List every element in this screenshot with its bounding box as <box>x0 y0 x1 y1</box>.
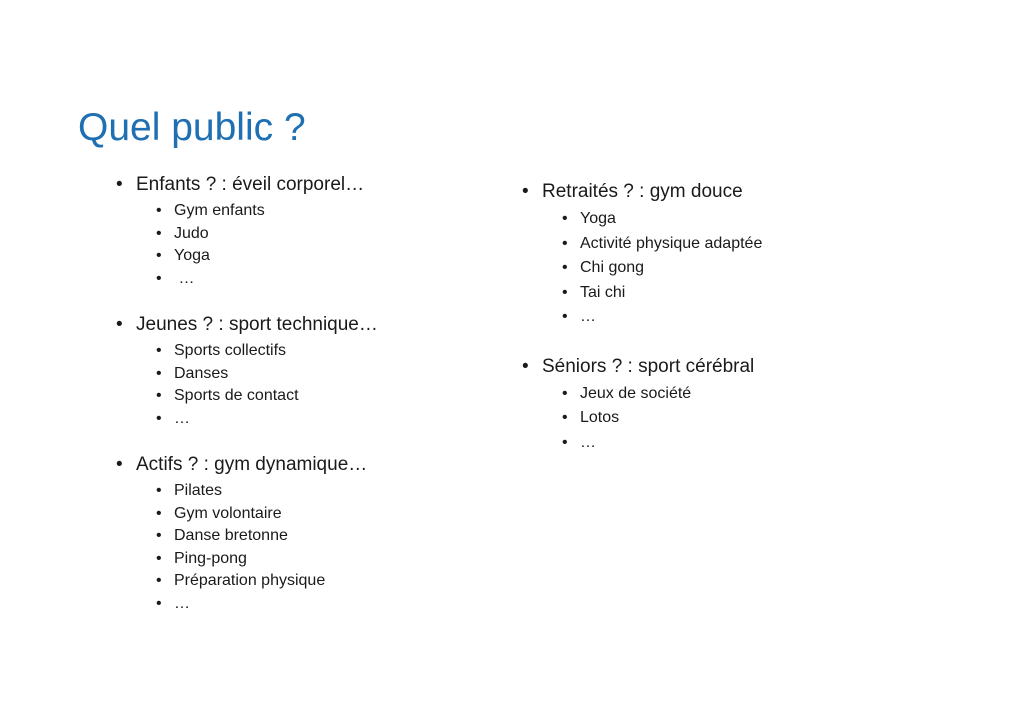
sub-list <box>522 207 922 330</box>
group-heading: • Enfants ? : éveil corporel… <box>116 170 496 200</box>
group-actifs <box>116 450 496 615</box>
list-item: • Judo <box>116 223 496 246</box>
sub-list <box>116 200 496 290</box>
group-seniors <box>522 352 922 456</box>
list-item: • Gym volontaire <box>116 503 496 526</box>
list-item: • Pilates <box>116 480 496 503</box>
group-heading: • Jeunes ? : sport technique… <box>116 310 496 340</box>
list-item: • Sports de contact <box>116 385 496 408</box>
list-item: • … <box>116 593 496 616</box>
list-item: • … <box>116 408 496 431</box>
list-item: • … <box>116 268 496 291</box>
list-item: • Yoga <box>522 207 922 232</box>
list-item: • … <box>522 431 922 456</box>
slide-title: Quel public ? <box>78 106 306 149</box>
sub-list <box>522 382 922 456</box>
group-heading: • Actifs ? : gym dynamique… <box>116 450 496 480</box>
sub-list <box>116 340 496 430</box>
list-item: • Gym enfants <box>116 200 496 223</box>
group-heading: • Séniors ? : sport cérébral <box>522 352 922 382</box>
list-item: • Sports collectifs <box>116 340 496 363</box>
sub-list <box>116 480 496 615</box>
list-item: • Jeux de société <box>522 382 922 407</box>
list-item: • Ping-pong <box>116 548 496 571</box>
list-item: • Tai chi <box>522 281 922 306</box>
list-item: • Chi gong <box>522 256 922 281</box>
list-item: • Yoga <box>116 245 496 268</box>
left-column <box>116 170 496 635</box>
list-item: • … <box>522 305 922 330</box>
list-item: • Préparation physique <box>116 570 496 593</box>
list-item: • Activité physique adaptée <box>522 232 922 257</box>
list-item: • Danse bretonne <box>116 525 496 548</box>
group-retraites <box>522 177 922 330</box>
group-jeunes <box>116 310 496 430</box>
right-column <box>522 177 922 477</box>
list-item: • Lotos <box>522 406 922 431</box>
group-heading: • Retraités ? : gym douce <box>522 177 922 207</box>
group-enfants <box>116 170 496 290</box>
list-item: • Danses <box>116 363 496 386</box>
